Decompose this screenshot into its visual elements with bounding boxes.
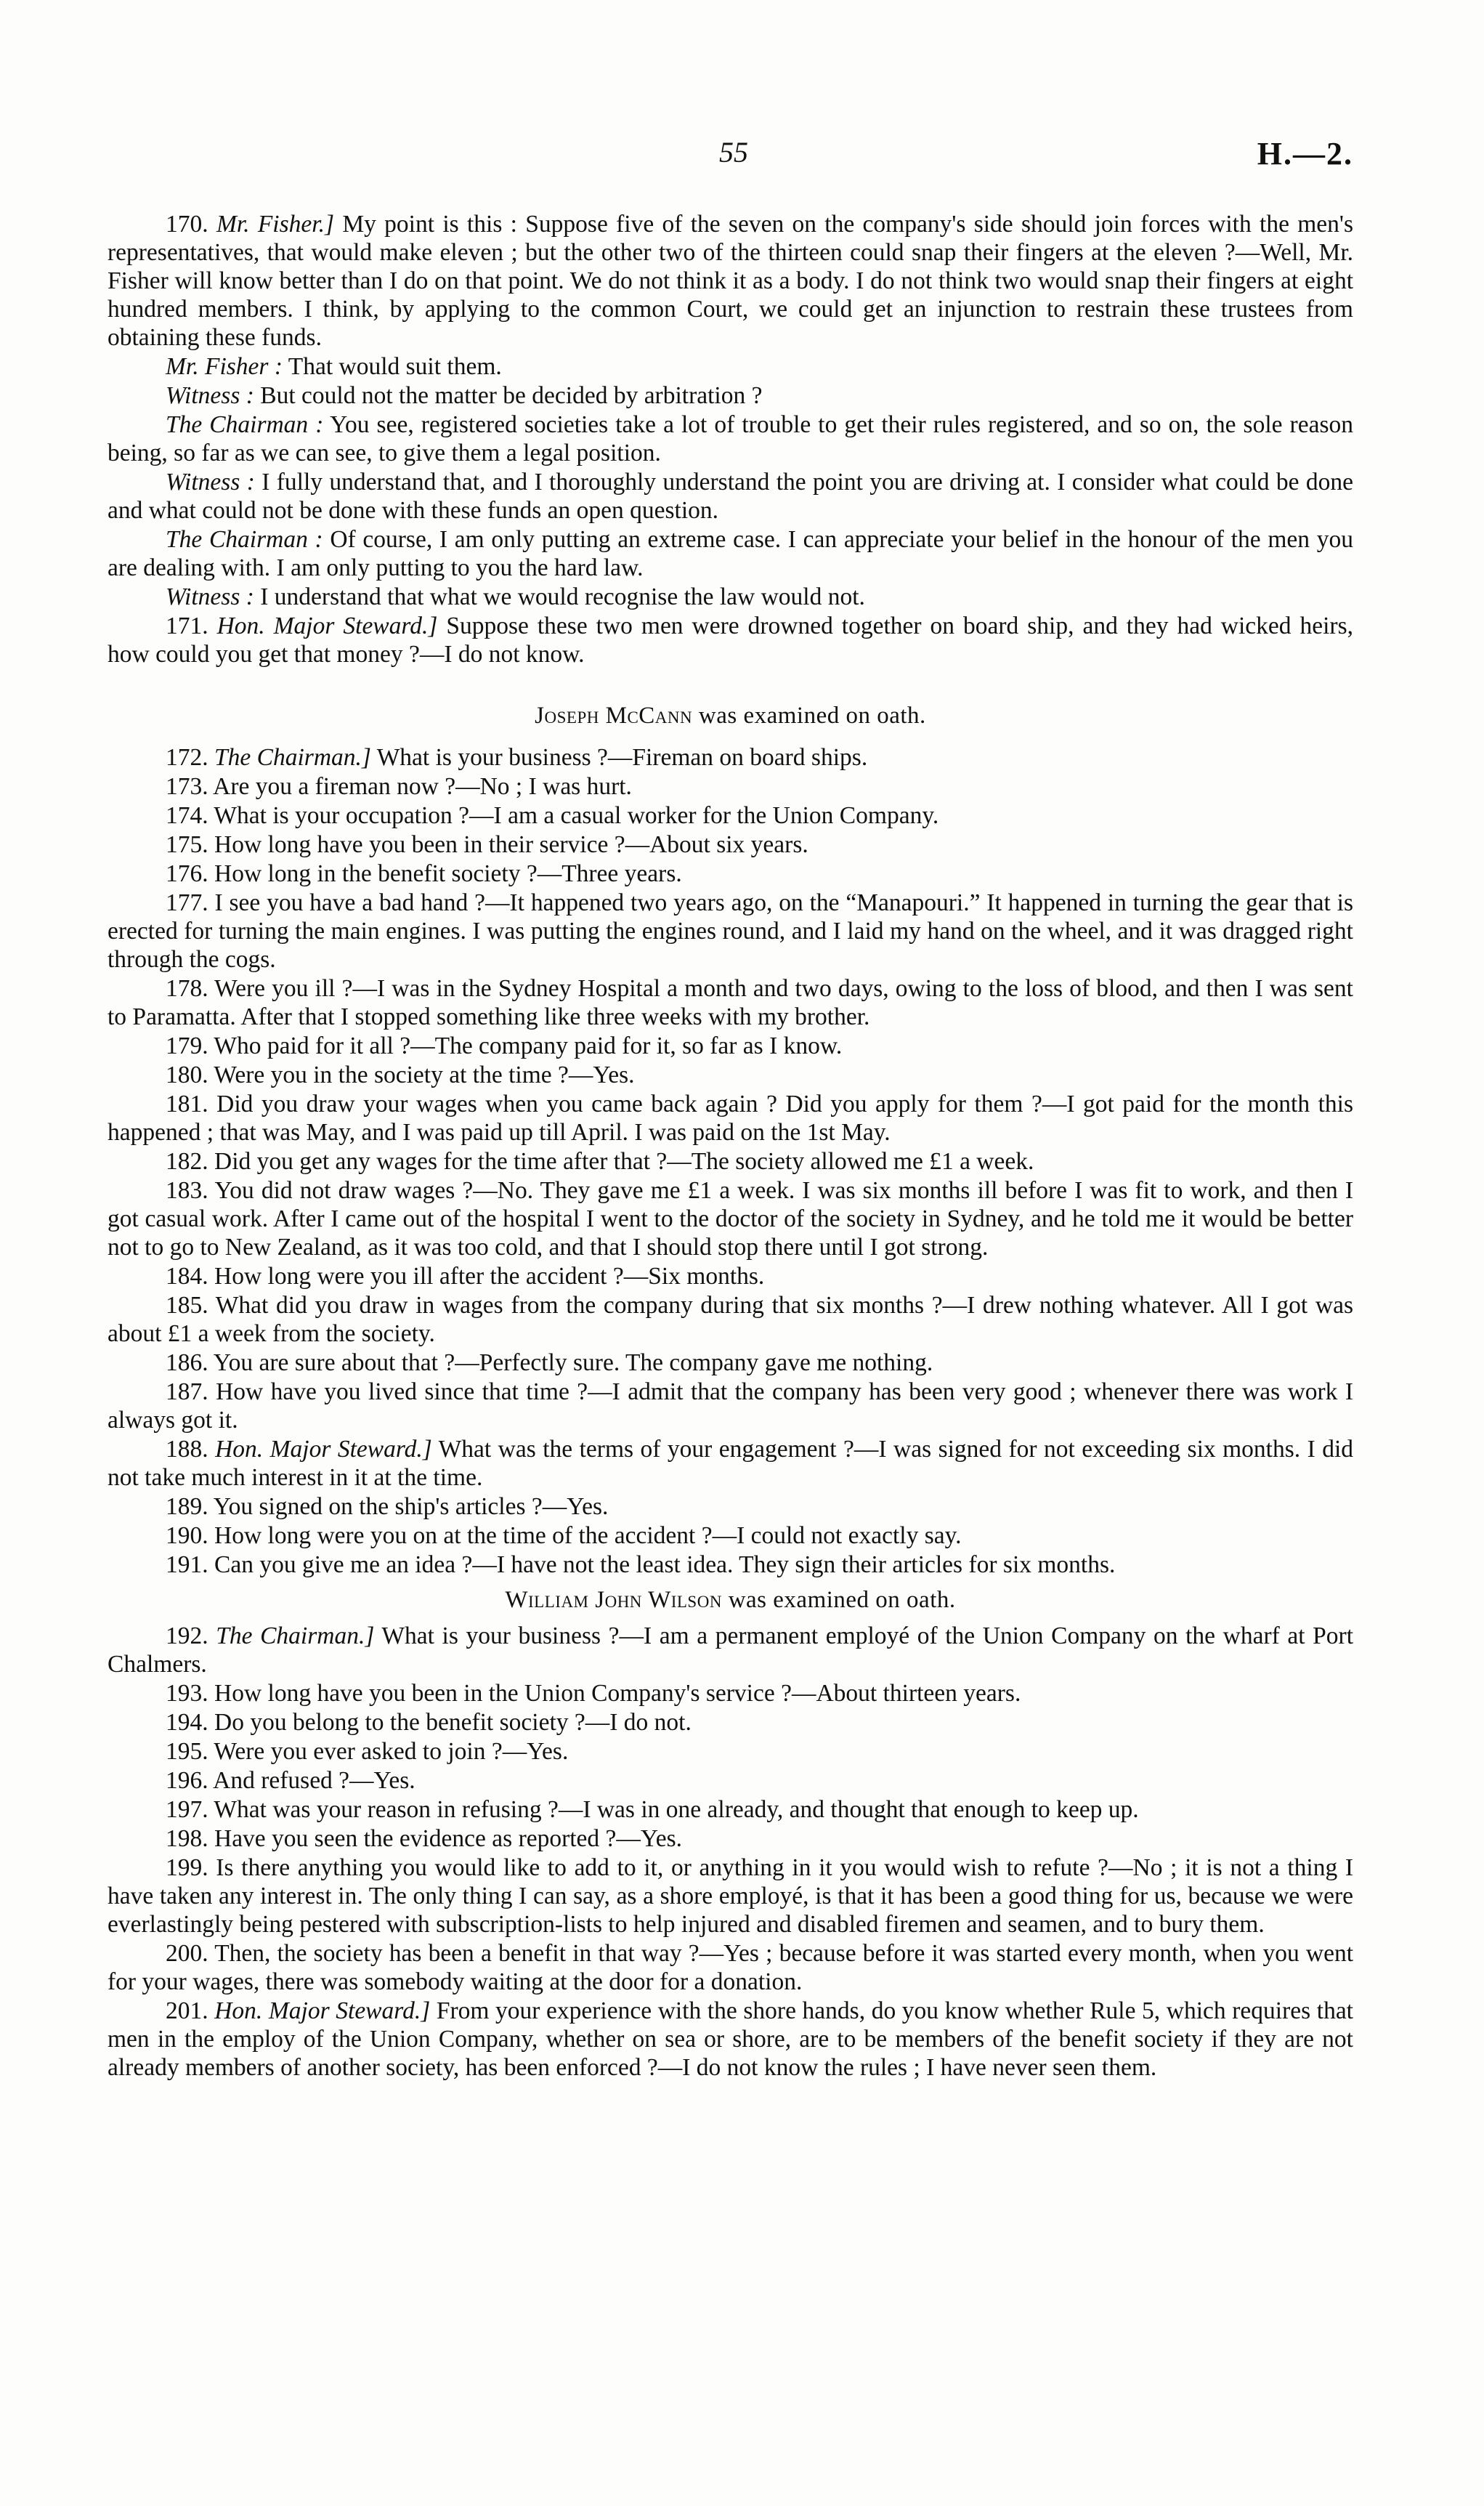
testimony-text: You did not draw wages ?—No. They gave me £1 a week. I was six months ill before I was fit to work, and then I got casual work. After I came out of the hospital I went to the doctor of the society in Sydney, and he told me it would be better not to go to New Zealand, as it was too cold, and that I should stop there until I got strong.	[108, 1177, 1353, 1261]
question-number: 179.	[166, 1032, 208, 1059]
question-number: 181.	[166, 1091, 208, 1117]
speaker-label: The Chairman.]	[216, 1622, 375, 1649]
testimony-text: Can you give me an idea ?—I have not the least idea. They sign their articles for six months.	[214, 1551, 1116, 1578]
witness-name: Joseph McCann	[535, 703, 693, 729]
speaker-label: Mr. Fisher.]	[216, 211, 335, 238]
question-number: 199.	[166, 1854, 208, 1881]
question-number: 200.	[166, 1940, 208, 1967]
question-number: 194.	[166, 1709, 208, 1736]
witness-name: William John Wilson	[505, 1587, 722, 1613]
page-number: 55	[719, 136, 748, 169]
testimony-paragraph	[108, 889, 1353, 974]
question-number: 193.	[166, 1680, 208, 1707]
testimony-paragraph	[108, 1090, 1353, 1147]
testimony-text: From your experience with the shore hands, do you know whether Rule 5, which requires that men in the employ of the Union Company, whether on sea or shore, are to be members of the benefit society if they are not already members of another society, has been enforced ?—I do not know the rules ; I have never seen them.	[108, 1997, 1353, 2081]
question-number: 175.	[166, 831, 208, 858]
testimony-text: How long in the benefit society ?—Three years.	[214, 860, 682, 887]
section-mccann-testimony	[108, 743, 1353, 1579]
testimony-text: You signed on the ship's articles ?—Yes.	[213, 1493, 609, 1520]
testimony-paragraph	[108, 1766, 1353, 1795]
question-number: 186.	[166, 1349, 208, 1376]
testimony-paragraph	[108, 1378, 1353, 1434]
witness-heading-wilson	[108, 1586, 1353, 1614]
question-number: 191.	[166, 1551, 208, 1578]
testimony-text: What did you draw in wages from the company during that six months ?—I drew nothing whatever. All I got was about £1 a week from the society.	[108, 1292, 1353, 1347]
question-number: 188.	[166, 1436, 208, 1463]
testimony-text: What was your reason in refusing ?—I was in one already, and thought that enough to keep up.	[214, 1796, 1139, 1823]
testimony-paragraph	[108, 801, 1353, 830]
testimony-text: Who paid for it all ?—The company paid for it, so far as I know.	[214, 1032, 843, 1059]
testimony-text: Were you ever asked to join ?—Yes.	[214, 1738, 569, 1765]
testimony-text: How long have you been in their service ?—About six years.	[214, 831, 808, 858]
testimony-text: Were you in the society at the time ?—Yes.	[214, 1062, 635, 1088]
testimony-text: You see, registered societies take a lot of trouble to get their rules registered, and so on, the sole reason being, so far as we can see, to give them a legal position.	[108, 411, 1353, 466]
question-number: 176.	[166, 860, 208, 887]
question-number: 180.	[166, 1062, 208, 1088]
testimony-paragraph	[108, 1854, 1353, 1939]
testimony-text: Have you seen the evidence as reported ?—Yes.	[214, 1825, 683, 1852]
testimony-paragraph	[108, 468, 1353, 525]
speaker-label: Hon. Major Steward.]	[216, 613, 438, 639]
question-number: 183.	[166, 1177, 208, 1204]
testimony-text: What is your business ?—I am a permanent employé of the Union Company on the wharf at Port Chalmers.	[108, 1622, 1354, 1678]
speaker-label: Witness :	[166, 382, 254, 409]
testimony-paragraph	[108, 1349, 1353, 1377]
testimony-text: Are you a fireman now ?—No ; I was hurt.	[213, 773, 632, 800]
speaker-label: Mr. Fisher :	[166, 353, 283, 380]
testimony-paragraph	[108, 772, 1353, 801]
heading-text: was examined on oath.	[721, 1587, 956, 1613]
question-number: 192.	[166, 1622, 208, 1649]
question-number: 178.	[166, 975, 208, 1002]
question-number: 177.	[166, 889, 208, 916]
document-body	[108, 209, 1353, 2082]
testimony-paragraph	[108, 1492, 1353, 1521]
testimony-paragraph	[108, 830, 1353, 859]
section-wilson-testimony	[108, 1622, 1353, 2082]
question-number: 170.	[166, 211, 208, 238]
witness-heading-mccann	[108, 702, 1353, 730]
testimony-text: I fully understand that, and I thoroughly understand the point you are driving at. I consider what could be done and what could not be done with these funds an open question.	[108, 469, 1353, 524]
testimony-paragraph	[108, 1435, 1353, 1492]
testimony-text: How long were you on at the time of the accident ?—I could not exactly say.	[214, 1522, 962, 1549]
testimony-text: My point is this : Suppose five of the seven on the company's side should join forces with the men's representatives, that would make eleven ; but the other two of the thirteen could snap their fingers at the eleven ?—Well, Mr. Fisher will know better than I do on that point. We do not think it as a body. I do not think two would snap their fingers at eight hundred members. I think, by applying to the common Court, we could get an injunction to restrain these trustees from obtaining these funds.	[108, 211, 1354, 351]
testimony-text: What is your occupation ?—I am a casual worker for the Union Company.	[214, 802, 939, 829]
testimony-paragraph	[108, 1262, 1353, 1290]
speaker-label: The Chairman :	[166, 411, 324, 438]
testimony-text: Were you ill ?—I was in the Sydney Hospital a month and two days, owing to the loss of blood, and then I was sent to Paramatta. After that I stopped something like three weeks with my brother.	[108, 975, 1353, 1030]
testimony-paragraph	[108, 1521, 1353, 1550]
testimony-text: Of course, I am only putting an extreme case. I can appreciate your belief in the honour of the men you are dealing with. I am only putting to you the hard law.	[108, 526, 1353, 581]
testimony-paragraph	[108, 1032, 1353, 1060]
question-number: 187.	[166, 1378, 208, 1405]
testimony-text: Is there anything you would like to add to it, or anything in it you would wish to refute ?—No ; it is not a thing I have taken any interest in. The only thing I can say, as a shore employé, is that it has been a good thing for us, because we were everlastingly being pestered with subscription-lists to help injured and disabled firemen and seamen, and to bury them.	[108, 1854, 1354, 1938]
testimony-paragraph	[108, 1176, 1353, 1261]
question-number: 201.	[166, 1997, 208, 2024]
testimony-paragraph	[108, 743, 1353, 772]
question-number: 184.	[166, 1263, 208, 1290]
testimony-paragraph	[108, 1737, 1353, 1766]
question-number: 195.	[166, 1738, 208, 1765]
testimony-paragraph	[108, 381, 1353, 410]
testimony-text: How long have you been in the Union Company's service ?—About thirteen years.	[214, 1680, 1021, 1707]
testimony-paragraph	[108, 974, 1353, 1031]
testimony-text: Do you belong to the benefit society ?—I do not.	[214, 1709, 692, 1736]
speaker-label: The Chairman.]	[214, 744, 371, 771]
testimony-text: I see you have a bad hand ?—It happened two years ago, on the “Manapouri.” It happened in turning the gear that is erected for turning the main engines. I was putting the engines round, and I laid my hand on the wheel, and it was dragged right through the cogs.	[108, 889, 1353, 973]
testimony-text: Then, the society has been a benefit in that way ?—Yes ; because before it was started every month, when you went for your wages, there was somebody waiting at the door for a donation.	[108, 1940, 1353, 1995]
speaker-label: Witness :	[166, 469, 255, 496]
testimony-text: What is your business ?—Fireman on board ships.	[370, 744, 868, 771]
testimony-text: And refused ?—Yes.	[213, 1767, 415, 1794]
question-number: 185.	[166, 1292, 208, 1319]
speaker-label: Hon. Major Steward.]	[214, 1997, 431, 2024]
testimony-text: Did you get any wages for the time after that ?—The society allowed me £1 a week.	[214, 1148, 1034, 1175]
testimony-paragraph	[108, 1795, 1353, 1824]
question-number: 190.	[166, 1522, 208, 1549]
testimony-paragraph	[108, 612, 1353, 668]
testimony-paragraph	[108, 1824, 1353, 1853]
testimony-paragraph	[108, 1622, 1353, 1678]
question-number: 198.	[166, 1825, 208, 1852]
testimony-paragraph	[108, 860, 1353, 888]
testimony-paragraph	[108, 1708, 1353, 1737]
testimony-paragraph	[108, 1551, 1353, 1579]
testimony-paragraph	[108, 1997, 1353, 2082]
testimony-text: You are sure about that ?—Perfectly sure. The company gave me nothing.	[213, 1349, 933, 1376]
section-fisher-testimony	[108, 210, 1353, 668]
question-number: 172.	[166, 744, 208, 771]
question-number: 197.	[166, 1796, 208, 1823]
testimony-paragraph	[108, 352, 1353, 381]
testimony-paragraph	[108, 1679, 1353, 1707]
testimony-paragraph	[108, 1939, 1353, 1996]
testimony-text: How long were you ill after the accident ?—Six months.	[214, 1263, 765, 1290]
testimony-paragraph	[108, 210, 1353, 352]
question-number: 182.	[166, 1148, 208, 1175]
question-number: 171.	[166, 613, 208, 639]
testimony-paragraph	[108, 1291, 1353, 1348]
testimony-text: That would suit them.	[282, 353, 502, 380]
testimony-text: How have you lived since that time ?—I admit that the company has been very good ; whenever there was work I always got it.	[108, 1378, 1354, 1434]
speaker-label: The Chairman :	[166, 526, 323, 553]
heading-text: was examined on oath.	[692, 703, 926, 729]
speaker-label: Hon. Major Steward.]	[215, 1436, 432, 1463]
testimony-paragraph	[108, 1147, 1353, 1176]
page-header	[0, 135, 1484, 186]
question-number: 174.	[166, 802, 208, 829]
testimony-text: Suppose these two men were drowned together on board ship, and they had wicked heirs, how could you get that money ?—I do not know.	[108, 613, 1354, 668]
testimony-paragraph	[108, 411, 1353, 467]
testimony-text: But could not the matter be decided by arbitration ?	[254, 382, 763, 409]
testimony-text: What was the terms of your engagement ?—I was signed for not exceeding six months. I did not take much interest in it at the time.	[108, 1436, 1353, 1491]
speaker-label: Witness :	[166, 583, 254, 610]
testimony-text: I understand that what we would recognise the law would not.	[254, 583, 865, 610]
question-number: 173.	[166, 773, 208, 800]
testimony-text: Did you draw your wages when you came back again ? Did you apply for them ?—I got paid for the month this happened ; that was May, and I was paid up till April. I was paid on the 1st May.	[108, 1091, 1354, 1146]
testimony-paragraph	[108, 583, 1353, 611]
question-number: 196.	[166, 1767, 208, 1794]
question-number: 189.	[166, 1493, 208, 1520]
testimony-paragraph	[108, 1061, 1353, 1089]
document-reference: H.—2.	[1257, 136, 1353, 171]
testimony-paragraph	[108, 525, 1353, 582]
